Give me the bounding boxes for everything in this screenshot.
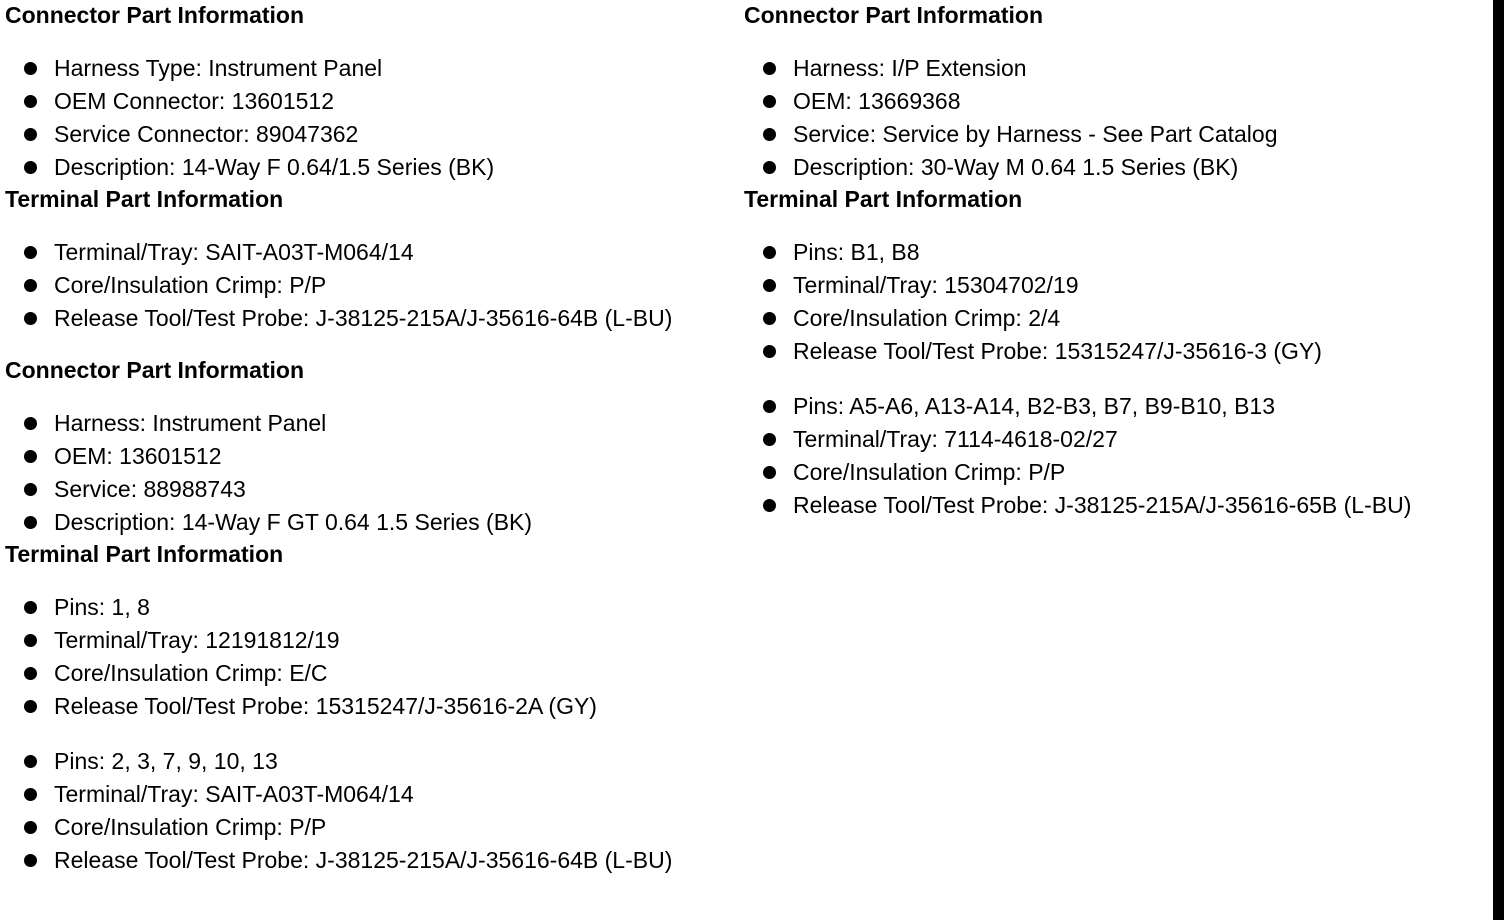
bullet-list	[5, 745, 740, 877]
bullet-icon	[763, 433, 776, 446]
list-item-text: OEM: 13601512	[54, 443, 222, 469]
part-info-section	[5, 184, 740, 355]
bullet-icon	[24, 95, 37, 108]
list-item-text: Harness: Instrument Panel	[54, 410, 327, 436]
bullet-icon	[24, 128, 37, 141]
bullet-icon	[24, 516, 37, 529]
list-item-text: Release Tool/Test Probe: J-38125-215A/J-35616-64B (L-BU)	[54, 305, 673, 331]
bullet-icon	[24, 667, 37, 680]
list-item	[744, 52, 1484, 85]
part-info-section	[5, 539, 740, 877]
bullet-icon	[763, 312, 776, 325]
bullet-icon	[763, 499, 776, 512]
list-item-text: Terminal/Tray: 15304702/19	[793, 272, 1079, 298]
bullet-list	[5, 52, 740, 184]
list-item-text: Terminal/Tray: 12191812/19	[54, 627, 340, 653]
list-item	[5, 745, 740, 778]
bullet-icon	[24, 161, 37, 174]
list-item	[5, 591, 740, 624]
page-edge-bar	[1493, 0, 1504, 920]
list-item	[5, 407, 740, 440]
list-item	[5, 778, 740, 811]
list-item-text: Service: Service by Harness - See Part Catalog	[793, 121, 1278, 147]
list-item-text: Release Tool/Test Probe: 15315247/J-35616-3 (GY)	[793, 338, 1322, 364]
part-info-section	[744, 0, 1484, 184]
list-item-text: Description: 14-Way F 0.64/1.5 Series (BK)	[54, 154, 495, 180]
list-item	[744, 423, 1484, 456]
list-item-text: Description: 14-Way F GT 0.64 1.5 Series (BK)	[54, 509, 533, 535]
section-heading: Terminal Part Information	[744, 186, 1023, 212]
bullet-list	[744, 52, 1484, 184]
bullet-icon	[763, 466, 776, 479]
list-item	[744, 302, 1484, 335]
bullet-list	[744, 236, 1484, 368]
list-item-text: Harness: I/P Extension	[793, 55, 1027, 81]
list-item	[5, 506, 740, 539]
list-item	[5, 236, 740, 269]
bullet-icon	[763, 95, 776, 108]
list-item-text: Release Tool/Test Probe: J-38125-215A/J-35616-64B (L-BU)	[54, 847, 673, 873]
bullet-icon	[24, 450, 37, 463]
section-heading: Connector Part Information	[5, 357, 305, 383]
list-item-text: Service: 88988743	[54, 476, 246, 502]
list-item	[5, 657, 740, 690]
bullet-icon	[763, 161, 776, 174]
list-item-text: Pins: A5-A6, A13-A14, B2-B3, B7, B9-B10, B13	[793, 393, 1276, 419]
list-item	[744, 85, 1484, 118]
bullet-list	[5, 591, 740, 723]
list-item-text: Release Tool/Test Probe: J-38125-215A/J-35616-65B (L-BU)	[793, 492, 1412, 518]
list-item	[5, 440, 740, 473]
part-info-section	[5, 355, 740, 539]
bullet-icon	[763, 279, 776, 292]
list-item	[744, 151, 1484, 184]
section-heading: Terminal Part Information	[5, 541, 284, 567]
right-column	[744, 0, 1484, 522]
bullet-icon	[763, 345, 776, 358]
bullet-icon	[24, 483, 37, 496]
bullet-icon	[24, 601, 37, 614]
bullet-icon	[24, 279, 37, 292]
list-item-text: Pins: B1, B8	[793, 239, 920, 265]
bullet-list	[744, 390, 1484, 522]
list-item-text: OEM Connector: 13601512	[54, 88, 335, 114]
section-heading: Connector Part Information	[744, 2, 1044, 28]
list-item	[5, 811, 740, 844]
list-item-text: Terminal/Tray: SAIT-A03T-M064/14	[54, 781, 414, 807]
bullet-icon	[24, 700, 37, 713]
list-item-text: OEM: 13669368	[793, 88, 961, 114]
part-info-section	[5, 0, 740, 184]
list-item-text: Release Tool/Test Probe: 15315247/J-35616-2A (GY)	[54, 693, 597, 719]
list-item-text: Core/Insulation Crimp: 2/4	[793, 305, 1061, 331]
list-item	[5, 52, 740, 85]
bullet-icon	[24, 417, 37, 430]
list-item	[5, 85, 740, 118]
list-item-text: Description: 30-Way M 0.64 1.5 Series (BK)	[793, 154, 1239, 180]
section-heading: Connector Part Information	[5, 2, 305, 28]
list-item-text: Terminal/Tray: 7114-4618-02/27	[793, 426, 1118, 452]
list-item	[5, 269, 740, 302]
list-item	[5, 624, 740, 657]
bullet-icon	[763, 400, 776, 413]
list-item	[5, 473, 740, 506]
part-info-section	[744, 184, 1484, 522]
left-column	[5, 0, 740, 877]
section-heading: Terminal Part Information	[5, 186, 284, 212]
list-item	[744, 335, 1484, 368]
list-item	[744, 489, 1484, 522]
bullet-icon	[24, 62, 37, 75]
bullet-icon	[24, 246, 37, 259]
list-item	[744, 236, 1484, 269]
list-item	[744, 390, 1484, 423]
list-item	[744, 269, 1484, 302]
bullet-icon	[24, 854, 37, 867]
bullet-icon	[24, 634, 37, 647]
bullet-icon	[24, 788, 37, 801]
bullet-icon	[24, 312, 37, 325]
list-item-text: Service Connector: 89047362	[54, 121, 359, 147]
bullet-icon	[763, 246, 776, 259]
list-item-text: Core/Insulation Crimp: P/P	[793, 459, 1066, 485]
list-item-text: Pins: 2, 3, 7, 9, 10, 13	[54, 748, 278, 774]
list-item	[5, 302, 740, 335]
list-item	[5, 690, 740, 723]
list-item-text: Core/Insulation Crimp: P/P	[54, 272, 327, 298]
bullet-icon	[24, 755, 37, 768]
list-item-text: Terminal/Tray: SAIT-A03T-M064/14	[54, 239, 414, 265]
bullet-list	[5, 236, 740, 335]
list-item-text: Core/Insulation Crimp: E/C	[54, 660, 328, 686]
bullet-list	[5, 407, 740, 539]
list-item	[5, 151, 740, 184]
list-item	[5, 118, 740, 151]
list-item-text: Core/Insulation Crimp: P/P	[54, 814, 327, 840]
list-item-text: Harness Type: Instrument Panel	[54, 55, 383, 81]
bullet-icon	[763, 128, 776, 141]
list-item	[744, 456, 1484, 489]
bullet-icon	[763, 62, 776, 75]
list-item-text: Pins: 1, 8	[54, 594, 150, 620]
list-item	[744, 118, 1484, 151]
bullet-icon	[24, 821, 37, 834]
list-item	[5, 844, 740, 877]
